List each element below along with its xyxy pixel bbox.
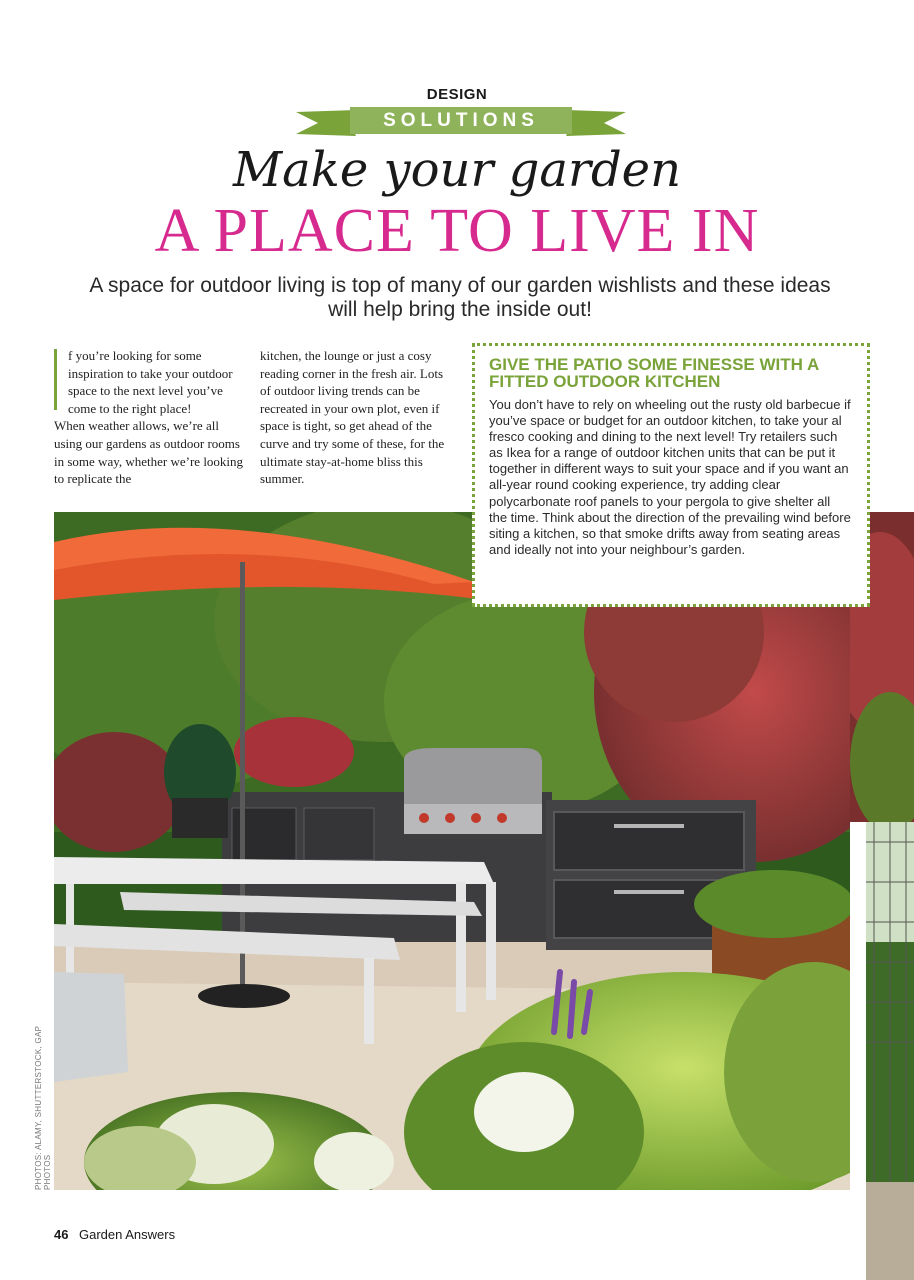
tip-heading: GIVE THE PATIO SOME FINESSE WITH A FITTED OUTDOOR KITCHEN: [489, 355, 819, 391]
trellis-photo-strip: [866, 822, 914, 1280]
page-number: 46: [54, 1227, 69, 1242]
body-column-2: kitchen, the lounge or just a cosy reading corner in the fresh air. Lots of outdoor living trends can be recreated in your own plot, even if space is tight, so get ahead of the curve and try some of these, for the ultimate stay-at-home bliss this summer.: [260, 348, 445, 487]
section-banner-label: SOLUTIONS: [383, 110, 539, 131]
photo-credit: PHOTOS: ALAMY, SHUTTERSTOCK, GAP PHOTOS: [34, 1025, 52, 1190]
section-kicker: DESIGN: [426, 86, 488, 103]
body-paragraph: When weather allows, we’re all using our gardens as outdoor rooms in some way, whether we’re looking to replicate the: [54, 418, 244, 487]
standfirst: A space for outdoor living is top of many of our garden wishlists and these ideas will help bring the inside out!: [89, 274, 831, 321]
body-column-1: [54, 347, 246, 488]
magazine-name: Garden Answers: [79, 1227, 176, 1242]
tip-text: You don’t have to rely on wheeling out the rusty old barbecue if you’ve space or budget for an outdoor kitchen, to take your al fresco cooking and dining to the next level! Try retailers such as Ikea for a range of outdoor kitchen units that can be put it together in different ways to suit your space and if you want an all-year round cooking experience, try adding clear polycarbonate roof panels to your pergola to give shelter all the time. Think about the direction of the prevailing wind before siting a kitchen, so that smoke drifts away from seating areas and ideally not into your neighbour’s garden.: [489, 397, 851, 557]
intro-paragraph: f you’re looking for some inspiration to take your outdoor space to the next level you’ve come to the right place!: [68, 348, 233, 416]
page-title: A PLACE TO LIVE IN: [154, 197, 760, 265]
script-title: Make your garden: [233, 142, 681, 198]
garden-kitchen-photo: [54, 512, 850, 1190]
